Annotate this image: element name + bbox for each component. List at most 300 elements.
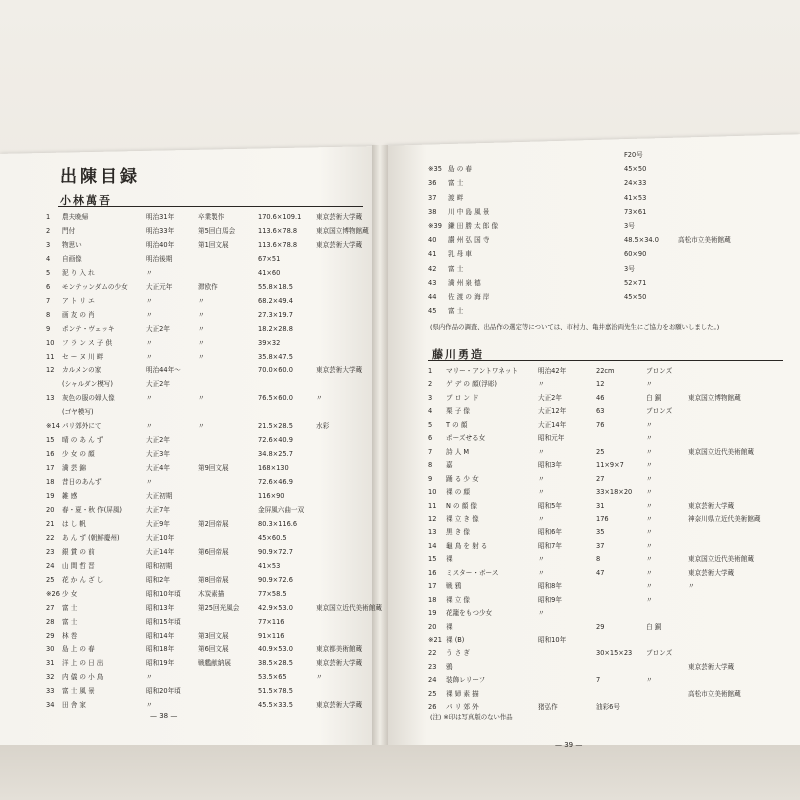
catalog-ex: 第25回光風会 <box>198 603 240 612</box>
catalog-ex: 〃 <box>198 296 205 305</box>
catalog-size: 33×18×20 <box>596 488 633 497</box>
catalog-title: 銀 賞 の 前 <box>62 547 95 556</box>
catalog-size: 金屏風六曲一双 <box>258 505 305 514</box>
catalog-size: 7 <box>596 676 601 685</box>
catalog-ex: 第8回帝展 <box>198 575 229 584</box>
catalog-no: 16 <box>46 450 55 459</box>
catalog-date: 〃 <box>538 380 545 389</box>
catalog-no: 26 <box>428 703 437 712</box>
catalog-size: 45.5×33.5 <box>258 701 293 710</box>
catalog-size: 76.5×60.0 <box>258 394 293 403</box>
catalog-mat: 〃 <box>646 528 653 537</box>
catalog-no: 30 <box>46 645 55 654</box>
catalog-mat: 〃 <box>646 501 653 510</box>
catalog-mat: 〃 <box>646 595 653 604</box>
catalog-size: 46 <box>596 393 605 402</box>
catalog-ex: 〃 <box>198 338 205 347</box>
catalog-size: 176 <box>596 514 609 523</box>
catalog-title: (ゴヤ模写) <box>62 408 94 417</box>
catalog-ex: 第6回帝展 <box>198 547 229 556</box>
catalog-title: 門付 <box>62 226 76 235</box>
catalog-title: 島 上 の 春 <box>62 645 95 654</box>
catalog-title: 黒 き 像 <box>446 528 470 537</box>
catalog-title: 裸 立 き 像 <box>446 514 479 523</box>
catalog-mat: ブロンズ <box>646 407 673 416</box>
catalog-size: 18.2×28.8 <box>258 324 293 333</box>
catalog-mat: 〃 <box>646 676 653 685</box>
catalog-title: 富 士 <box>62 617 78 626</box>
catalog-size: 45×50 <box>624 165 647 174</box>
catalog-title: 富 士 <box>448 264 464 273</box>
catalog-mat: 〃 <box>646 541 653 550</box>
catalog-date: 大正2年 <box>146 380 170 389</box>
catalog-title: 林 巻 <box>62 631 78 640</box>
catalog-no: 25 <box>46 575 55 584</box>
catalog-ex: 第9回文展 <box>198 464 229 473</box>
catalog-date: 昭和8年 <box>538 582 562 591</box>
catalog-owner: 〃 <box>316 673 323 682</box>
artist-name-kobayashi: 小林萬吾 <box>60 194 112 207</box>
catalog-size: 25 <box>596 447 605 456</box>
catalog-no: 6 <box>46 282 51 291</box>
catalog-size: 73×61 <box>624 207 647 216</box>
catalog-title: 自画像 <box>62 254 82 263</box>
catalog-title: 鴉 <box>446 662 453 671</box>
catalog-owner: 東京芸術大学蔵 <box>316 213 363 221</box>
catalog-size: 47 <box>596 568 605 577</box>
catalog-no: 2 <box>46 226 51 235</box>
catalog-no: 18 <box>46 478 55 487</box>
catalog-title: 洋 上 の 日 出 <box>62 659 104 668</box>
catalog-title: ア ト リ エ <box>62 296 95 305</box>
catalog-owner: 東京都美術館蔵 <box>316 645 363 654</box>
catalog-no: 38 <box>428 207 437 216</box>
catalog-size: 34.8×25.7 <box>258 450 293 459</box>
left-page-number: — 38 — <box>150 712 178 720</box>
catalog-no: 25 <box>428 689 437 698</box>
catalog-date: 昭和10年頃 <box>146 589 181 598</box>
catalog-title: 踊 る 少 女 <box>446 474 479 483</box>
catalog-no: 22 <box>46 533 55 542</box>
catalog-no: 7 <box>46 296 51 305</box>
catalog-owner: 東京芸術大学蔵 <box>316 659 363 668</box>
catalog-no: 8 <box>46 310 51 319</box>
catalog-no: 20 <box>46 505 55 514</box>
catalog-no: 17 <box>428 582 437 591</box>
catalog-date: 明治42年 <box>538 367 567 375</box>
catalog-ex: 第5回白馬会 <box>198 226 236 235</box>
catalog-date: 昭和6年 <box>538 528 562 537</box>
catalog-title: 灰色の服の婦人像 <box>62 394 115 403</box>
catalog-size: 55.8×18.5 <box>258 282 293 291</box>
catalog-size: 48.5×34.0 <box>624 236 659 245</box>
catalog-owner: 〃 <box>316 394 323 403</box>
catalog-no: 16 <box>428 568 437 577</box>
catalog-no: 34 <box>46 701 55 710</box>
catalog-size: 51.5×78.5 <box>258 687 293 696</box>
catalog-no: 9 <box>46 324 51 333</box>
catalog-owner: 東京国立近代美術館蔵 <box>688 447 754 456</box>
catalog-title: 雑 感 <box>62 492 78 500</box>
catalog-date: 明治後期 <box>146 254 173 263</box>
catalog-no: 36 <box>428 179 437 188</box>
catalog-size: F20号 <box>624 151 643 159</box>
catalog-mat: 〃 <box>646 568 653 577</box>
catalog-ex: 卒業製作 <box>198 213 225 221</box>
catalog-no: 6 <box>428 434 433 443</box>
catalog-size: 41×60 <box>258 268 281 277</box>
catalog-no: 20 <box>428 622 437 631</box>
catalog-title: 富 士 風 景 <box>62 687 95 696</box>
catalog-title: パ リ 郊 外 <box>446 703 479 712</box>
catalog-size: 39×32 <box>258 338 281 347</box>
catalog-date: 大正7年 <box>146 505 170 514</box>
catalog-no: 31 <box>46 659 55 668</box>
catalog-ex: 木炭素描 <box>198 589 225 598</box>
catalog-title: あ ん ず (朝鮮慶州) <box>62 533 120 542</box>
catalog-title: 裸 <box>446 622 453 631</box>
catalog-date: 明治31年 <box>146 213 175 221</box>
catalog-no: 8 <box>428 461 433 470</box>
catalog-owner: 東京芸術大学蔵 <box>688 501 735 510</box>
catalog-no: 24 <box>46 561 55 570</box>
catalog-ex: 戦艦献納展 <box>198 659 231 668</box>
catalog-owner: 神奈川県立近代美術館蔵 <box>688 514 761 523</box>
catalog-title: 川 中 島 風 景 <box>448 207 490 216</box>
catalog-title: 泥 り 入 れ <box>62 268 95 277</box>
catalog-no: 9 <box>428 474 433 483</box>
catalog-title: 満 芸 錦 <box>62 464 86 473</box>
catalog-mat: 〃 <box>646 555 653 564</box>
catalog-title: ミスター・ボース <box>446 568 499 577</box>
catalog-date: 大正元年 <box>146 282 173 291</box>
catalog-date: 〃 <box>538 488 545 497</box>
catalog-size: 3号 <box>624 222 635 230</box>
catalog-size: 91×116 <box>258 631 285 640</box>
catalog-ex: 滞欧作 <box>198 282 218 291</box>
catalog-no: 2 <box>428 380 433 389</box>
catalog-date: 〃 <box>146 673 153 682</box>
catalog-mat: 〃 <box>646 488 653 497</box>
catalog-date: 〃 <box>146 338 153 347</box>
catalog-title: 富 士 <box>448 179 464 188</box>
catalog-mat: 〃 <box>646 434 653 443</box>
catalog-no: 45 <box>428 307 437 316</box>
catalog-date: 大正2年 <box>146 324 170 333</box>
catalog-date: 猪弘作 <box>538 703 558 712</box>
catalog-owner: 水彩 <box>316 422 330 431</box>
catalog-no: ※21 <box>428 636 442 644</box>
catalog-ex: 〃 <box>198 422 205 431</box>
catalog-no: 24 <box>428 676 437 685</box>
catalog-title: 龜 鳥 を 射 る <box>446 541 488 550</box>
catalog-size: 116×90 <box>258 492 285 500</box>
catalog-size: 113.6×78.8 <box>258 226 298 235</box>
catalog-ex: 〃 <box>198 324 205 333</box>
table-surface <box>0 745 800 800</box>
right-page-number: — 39 — <box>555 741 583 749</box>
catalog-ex: 第3回文展 <box>198 631 229 640</box>
catalog-title: 戦 鴉 <box>446 582 462 591</box>
catalog-title: 昔日のあんず <box>62 478 102 487</box>
catalog-date: 大正14年 <box>538 420 567 429</box>
catalog-date: 大正2年 <box>538 393 562 402</box>
catalog-date: 〃 <box>146 310 153 319</box>
catalog-title: ブ ロ ン ド <box>446 393 479 402</box>
catalog-size: 40.9×53.0 <box>258 645 293 654</box>
catalog-size: 90.9×72.6 <box>258 575 293 584</box>
catalog-owner: 東京芸術大学蔵 <box>688 662 735 671</box>
catalog-no: 11 <box>428 501 437 510</box>
catalog-title: ポーズせる女 <box>446 434 486 443</box>
catalog-no: 4 <box>428 407 433 416</box>
catalog-no: 23 <box>46 547 55 556</box>
catalog-title: 富 士 <box>448 307 464 316</box>
catalog-no: 4 <box>46 254 51 263</box>
catalog-size: 113.6×78.8 <box>258 240 298 249</box>
catalog-mat: 〃 <box>646 447 653 456</box>
catalog-date: 大正初期 <box>146 492 173 500</box>
catalog-no: 7 <box>428 447 433 456</box>
catalog-size: 42.9×53.0 <box>258 603 293 612</box>
catalog-date: 〃 <box>146 352 153 361</box>
catalog-title: 佐 渡 の 海 岸 <box>448 293 490 301</box>
catalog-no: ※26 <box>46 589 60 598</box>
catalog-no: 29 <box>46 631 55 640</box>
catalog-date: 〃 <box>146 268 153 277</box>
catalog-size: 41×53 <box>624 193 647 202</box>
catalog-title: 内 儀 の 小 鳥 <box>62 673 104 682</box>
catalog-title: 山 間 哲 晋 <box>62 561 95 570</box>
catalog-no: 5 <box>428 420 433 429</box>
catalog-title: 少 女 の 顔 <box>62 450 95 459</box>
catalog-date: 昭和初期 <box>146 561 173 570</box>
catalog-no: 13 <box>428 528 437 537</box>
catalog-owner: 東京国立近代美術館蔵 <box>688 555 754 564</box>
catalog-size: 8 <box>596 555 601 564</box>
catalog-date: 〃 <box>146 394 153 403</box>
catalog-date: 昭和元年 <box>538 434 565 443</box>
catalog-no: 21 <box>46 519 55 528</box>
catalog-title: モンテッンダムの少女 <box>62 282 128 291</box>
artist-underline-right <box>428 360 783 361</box>
catalog-ex: 第2回帝展 <box>198 519 229 528</box>
catalog-mat: 〃 <box>646 461 653 470</box>
catalog-no: 11 <box>46 352 55 361</box>
catalog-no: 19 <box>428 609 437 618</box>
artist-underline-left <box>58 206 363 207</box>
catalog-size: 11×9×7 <box>596 461 624 470</box>
catalog-date: 昭和14年 <box>146 631 175 640</box>
catalog-size: 37 <box>596 541 605 550</box>
catalog-no: 44 <box>428 293 437 301</box>
catalog-mat: ブロンズ <box>646 367 673 375</box>
catalog-no: 43 <box>428 278 437 287</box>
catalog-size: 67×51 <box>258 254 281 263</box>
catalog-size: 12 <box>596 380 605 389</box>
catalog-title: 物思い <box>62 240 82 249</box>
catalog-date: 〃 <box>538 609 545 618</box>
catalog-title: (シャルダン模写) <box>62 380 113 389</box>
catalog-ex: 〃 <box>198 394 205 403</box>
catalog-ex: 〃 <box>198 310 205 319</box>
catalog-title: 画 友 の 肖 <box>62 310 95 319</box>
catalog-size: 29 <box>596 622 605 631</box>
catalog-date: 〃 <box>538 555 545 564</box>
catalog-size: 70.0×60.0 <box>258 366 293 375</box>
catalog-title: 詩 人 M <box>446 447 470 456</box>
catalog-size: 41×53 <box>258 561 281 570</box>
catalog-size: 21.5×28.5 <box>258 422 293 431</box>
catalog-mat: 白 銅 <box>646 393 662 402</box>
catalog-date: 昭和9年 <box>538 595 562 604</box>
catalog-owner: 東京国立博物館蔵 <box>688 393 741 402</box>
catalog-title: 渡 畔 <box>448 193 464 202</box>
catalog-date: 大正14年 <box>146 547 175 556</box>
catalog-size: 27 <box>596 474 605 483</box>
catalog-title: 裸 の 顔 <box>446 488 470 497</box>
catalog-date: 大正4年 <box>146 464 170 473</box>
catalog-no: 42 <box>428 264 437 273</box>
catalog-owner: 高松市立美術館蔵 <box>688 689 741 698</box>
catalog-no: 15 <box>46 436 55 445</box>
catalog-size: 80.3×116.6 <box>258 519 298 528</box>
catalog-title: 少 女 <box>62 589 78 598</box>
catalog-date: 昭和3年 <box>538 461 562 470</box>
catalog-ex: 第6回文展 <box>198 645 229 654</box>
catalog-owner: 高松市立美術館蔵 <box>678 236 731 245</box>
catalog-title: 裸 <box>446 555 453 564</box>
catalog-size: 油彩6号 <box>596 703 620 712</box>
catalog-size: 52×71 <box>624 278 647 287</box>
catalog-size: 72.6×40.9 <box>258 436 293 445</box>
catalog-title: う さ ぎ <box>446 649 470 658</box>
catalog-title: 花籠をもつ少女 <box>446 609 493 618</box>
catalog-mat: 〃 <box>646 474 653 483</box>
catalog-owner: 東京芸術大学蔵 <box>316 240 363 249</box>
catalog-date: 大正12年 <box>538 407 567 416</box>
catalog-mat: 白 銅 <box>646 622 662 631</box>
catalog-date: 〃 <box>146 296 153 305</box>
catalog-title: 装飾レリーフ <box>446 676 486 685</box>
catalog-size: 77×116 <box>258 617 285 626</box>
catalog-size: 22cm <box>596 367 615 375</box>
catalog-owner: 東京国立博物館蔵 <box>316 226 369 235</box>
acknowledgement-note: (県内作品の調査、出品作の選定等については、市村力、亀井嘉治両先生にご協力をお願いしました。) <box>430 323 720 331</box>
catalog-size: 63 <box>596 407 605 416</box>
catalog-no: 18 <box>428 595 437 604</box>
catalog-no: 40 <box>428 236 437 245</box>
catalog-owner: 東京国立近代美術館蔵 <box>316 603 382 612</box>
catalog-no: ※14 <box>46 422 60 431</box>
catalog-size: 72.6×46.9 <box>258 478 293 487</box>
catalog-title: セ ー ヌ 川 畔 <box>62 352 104 361</box>
catalog-no: ※35 <box>428 165 442 174</box>
catalog-title: 裸 立 像 <box>446 595 470 604</box>
catalog-no: 17 <box>46 464 55 473</box>
catalog-no: 22 <box>428 649 437 658</box>
catalog-mat: 〃 <box>646 514 653 523</box>
catalog-no: 27 <box>46 603 55 612</box>
catalog-title: ゲ デ の 顔(浮彫) <box>446 380 497 389</box>
catalog-no: ※39 <box>428 222 442 230</box>
catalog-title: 満 州 泉 德 <box>448 278 481 287</box>
catalog-size: 90.9×72.7 <box>258 547 293 556</box>
catalog-title: 鎌 田 勝 太 郎 像 <box>448 222 499 230</box>
artist-name-fujikawa: 藤川勇造 <box>432 348 484 361</box>
catalog-no: 3 <box>46 240 51 249</box>
catalog-title: フ ラ ン ス 子 供 <box>62 338 113 347</box>
catalog-no: 10 <box>428 488 437 497</box>
catalog-no: 1 <box>46 213 51 221</box>
catalog-date: 昭和13年 <box>146 603 175 612</box>
catalog-size: 35.8×47.5 <box>258 352 293 361</box>
catalog-size: 168×130 <box>258 464 289 473</box>
catalog-size: 68.2×49.4 <box>258 296 293 305</box>
catalog-title: 出陳目録 <box>60 167 140 187</box>
catalog-owner: 〃 <box>688 582 695 591</box>
catalog-date: 昭和2年 <box>146 575 170 584</box>
catalog-ex: 〃 <box>198 352 205 361</box>
catalog-size: 38.5×28.5 <box>258 659 293 668</box>
catalog-no: 1 <box>428 367 433 375</box>
catalog-title: カルメンの家 <box>62 366 102 375</box>
catalog-title: 春・夏・秋 作(屏風) <box>62 505 122 514</box>
catalog-size: 24×33 <box>624 179 647 188</box>
catalog-title: は し 帆 <box>62 519 86 528</box>
catalog-date: 昭和10年 <box>538 636 567 644</box>
catalog-title: 乳 母 車 <box>448 250 472 259</box>
catalog-title: 讃 州 弘 国 寺 <box>448 236 490 245</box>
catalog-size: 76 <box>596 420 605 429</box>
catalog-no: 12 <box>428 514 437 523</box>
catalog-no: 23 <box>428 662 437 671</box>
catalog-title: T の 顔 <box>446 420 468 429</box>
footnote: (注) ※印は写真版のない作品 <box>430 713 513 721</box>
catalog-title: 嘉 <box>446 461 453 470</box>
catalog-title: パリ郊外にて <box>62 422 102 431</box>
catalog-no: 14 <box>428 541 437 550</box>
catalog-date: 〃 <box>146 478 153 487</box>
catalog-title: 田 舎 家 <box>62 701 86 710</box>
catalog-no: 37 <box>428 193 437 202</box>
catalog-size: 27.3×19.7 <box>258 310 293 319</box>
catalog-size: 45×60.5 <box>258 533 287 542</box>
catalog-title: マリー・アントワネット <box>446 367 519 375</box>
catalog-size: 35 <box>596 528 605 537</box>
catalog-title: 栗 子 像 <box>446 407 470 416</box>
catalog-size: 53.5×65 <box>258 673 287 682</box>
catalog-no: 10 <box>46 338 55 347</box>
catalog-date: 〃 <box>538 474 545 483</box>
catalog-mat: 〃 <box>646 582 653 591</box>
catalog-date: 昭和19年 <box>146 659 175 668</box>
catalog-date: 〃 <box>146 422 153 431</box>
catalog-no: 3 <box>428 393 433 402</box>
catalog-mat: ブロンズ <box>646 649 673 658</box>
catalog-date: 昭和18年 <box>146 645 175 654</box>
catalog-date: 大正3年 <box>146 450 170 459</box>
catalog-owner: 東京芸術大学蔵 <box>316 366 363 375</box>
catalog-title: 晴 の あ ん ず <box>62 436 104 445</box>
catalog-date: 明治33年 <box>146 226 175 235</box>
catalog-title: 島 の 春 <box>448 165 472 174</box>
catalog-date: 大正2年 <box>146 436 170 445</box>
catalog-size: 77×58.5 <box>258 589 287 598</box>
catalog-ex: 第1回文展 <box>198 240 229 249</box>
catalog-date: 〃 <box>146 701 153 710</box>
catalog-date: 昭和5年 <box>538 501 562 510</box>
